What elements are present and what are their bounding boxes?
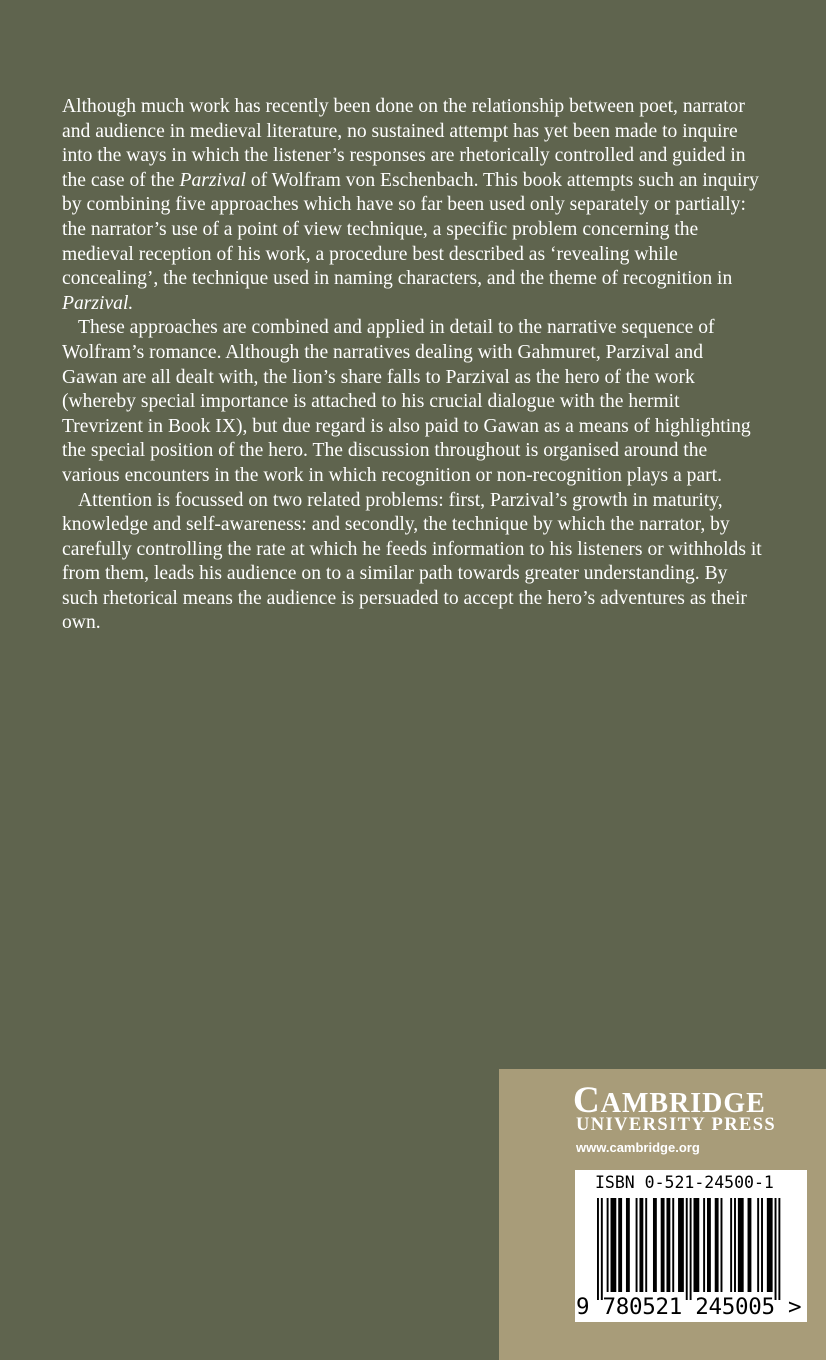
publisher-url: www.cambridge.org — [576, 1140, 700, 1155]
blurb-paragraph-2: These approaches are combined and applied in detail to the narrative sequence of Wolfram’s romance. Although the narratives dealing with Gahmuret, Parzival and Gawan are all dealt with, the lion’s share falls to Parzival as the hero of the work (whereby special importance is attached to his crucial dialogue with the hermit Trevrizent in Book IX), but due regard is also paid to Gawan as a means of highlighting the special position of the hero. The discussion throughout is organised around the various encounters in the work in which recognition or non-recognition plays a part. — [62, 317, 751, 486]
barcode — [575, 1170, 807, 1322]
blurb-text — [62, 95, 762, 636]
title-italic: Parzival. — [62, 292, 134, 314]
publisher-panel — [499, 1069, 826, 1360]
isbn-number: ISBN 0-521-24500-1 — [595, 1173, 774, 1192]
blurb-paragraph-1: Although much work has recently been done on the relationship between poet, narrator and audience in medieval literature, no sustained attempt has yet been made to inquire into the ways in which the listener’s responses are rhetorically controlled and guided in the case of the Parzival of Wolfram von Eschenbach. This book attempts such an inquiry by combining five approaches which have so far been used only separately or partially: the narrator’s use of a point of view technique, a specific problem concerning the medieval reception of his work, a procedure best described as ‘revealing while concealing’, the technique used in naming characters, and the theme of recognition in Parzival. — [62, 96, 759, 314]
barcode-digits: 9 780521 245005 > — [576, 1294, 802, 1320]
blurb-paragraph-3: Attention is focussed on two related problems: first, Parzival’s growth in maturity, knowledge and self-awareness: and secondly, the technique by which the narrator, by carefully controlling the rate at which he feeds information to his listeners or withholds it from them, leads his audience on to a similar path towards greater understanding. By such rhetorical means the audience is persuaded to accept the hero’s adventures as their own. — [62, 489, 762, 634]
publisher-logo: CAMBRIDGE — [573, 1080, 766, 1121]
publisher-subtitle: UNIVERSITY PRESS — [576, 1115, 777, 1135]
title-italic: Parzival — [179, 169, 246, 191]
